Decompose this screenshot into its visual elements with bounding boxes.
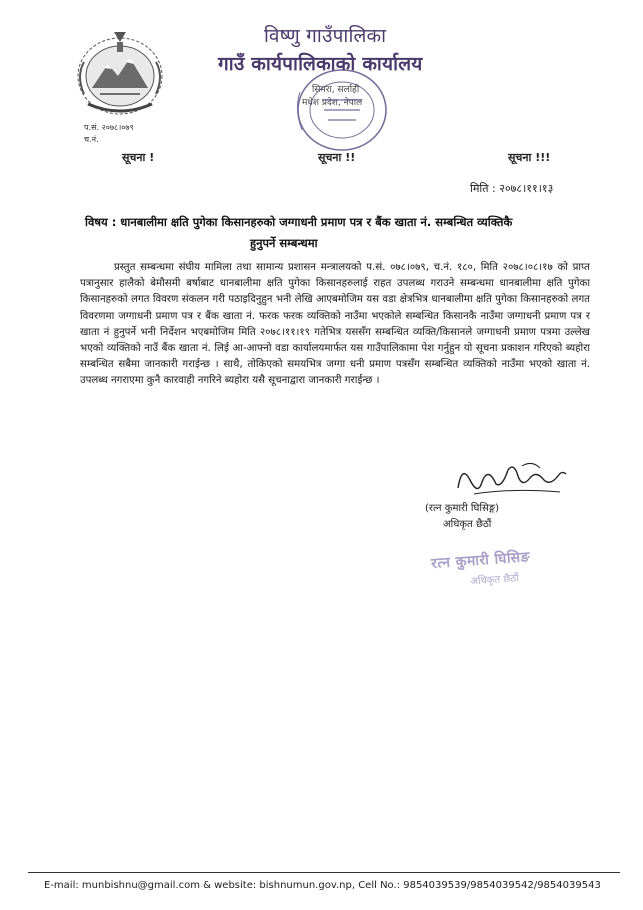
name-stamp-name: रत्न कुमारी घिसिङ bbox=[430, 549, 531, 573]
office-name: गाउँ कार्यपालिकाको कार्यालय bbox=[218, 53, 423, 75]
body-paragraph: प्रस्तुत सम्बन्धमा संघीय मामिला तथा सामान्य प्रशासन मन्त्रालयको प.सं. ०७८।०७९, च.नं. १८०, मिति २०७८।०८।१७ को प्राप्त पत्रानुसार हालैको बेमौसमी बर्षाबाट धानबालीमा क्षति पुगेका किसानहरुलाई राहत उपलब्ध गराउने सम्बन्धमा धानबालीमा क्षति पुगेका किसानहरुको लगत विवरण संकलन गरी पठाइदिनुहुन भनी लेखि आएबमोजिम यस वडा क्षेत्रभित्र धानबालीमा क्षति पुगेका किसानहरुको लगत विवरणमा जग्गाधनी प्रमाण पत्र र बैंक खाता नं. फरक फरक व्यक्तिको नाउँमा भएकोले सम्बन्धित किसानकै नाउँमा जग्गाधनी प्रमाण पत्र र खाता नं हुनुपर्ने भनी निर्देशन भएबमोजिम मिति २०७८।११।१९ गतेभित्र यससँग सम्बन्धित व्यक्ति/किसानले जग्गाधनी प्रमाण पत्रमा उल्लेख भएको व्यक्तिको नाउँ बैंक खाता नं. लिई आ-आफ्नो वडा कार्यालयमार्फत यस गाउँपालिकामा पेश गर्नुहुन यो सूचना प्रकाशन गरिएको ब्यहोरा सम्बन्धित सबैमा जानकारी गराईन्छ । साथै, तोकिएको समयभित्र जग्गा धनी प्रमाण पत्रसँग सम्बन्धित व्यक्तिको नाउँमा भएको खाता नं. उपलब्ध नगराएमा कुनै कारवाही नगरिने ब्यहोरा यसै सूचनाद्वारा जानकारी गराईन्छ । bbox=[80, 262, 590, 387]
signatory-title: अधिकृत छैठौं bbox=[443, 519, 492, 530]
subject-line-1: विषय : धानबालीमा क्षति पुगेका किसानहरुको जग्गाधनी प्रमाण पत्र र बैंक खाता नं. सम्बन्धित व्यक्तिकै bbox=[85, 215, 513, 229]
footer-divider bbox=[28, 872, 620, 873]
address-line-1: सिमरा, सर्लाही bbox=[312, 85, 360, 95]
nepal-government-emblem-icon bbox=[70, 28, 170, 120]
handwritten-signature-icon bbox=[452, 458, 570, 504]
subject bbox=[85, 212, 585, 254]
footer-contact: E-mail: munbishnu@gmail.com & website: bishnumun.gov.np, Cell No.: 9854039539/9854039542/9854039543 bbox=[44, 880, 601, 891]
office-seal-stamp-icon bbox=[282, 62, 394, 158]
notice-heading-center: सूचना !! bbox=[318, 151, 356, 164]
subject-line-2: हुनुपर्ने सम्बन्धमा bbox=[250, 236, 318, 250]
fiscal-year: प.सं. २०७८।०७९ bbox=[84, 123, 134, 132]
name-stamp bbox=[422, 541, 558, 606]
org-name: विष्णु गाउँपालिका bbox=[264, 25, 387, 47]
signatory-name: (रत्न कुमारी घिसिङ्ग) bbox=[425, 503, 499, 514]
name-stamp-title: अधिकृत छैठौं bbox=[470, 573, 520, 588]
notice-heading-right: सूचना !!! bbox=[508, 151, 551, 164]
dispatch-number: च.नं. bbox=[84, 135, 99, 144]
notice-heading-left: सूचना ! bbox=[122, 151, 155, 164]
address-line-2: मधेश प्रदेश, नेपाल bbox=[302, 98, 363, 108]
notice-date: मिति : २०७८।११।१३ bbox=[470, 182, 554, 195]
